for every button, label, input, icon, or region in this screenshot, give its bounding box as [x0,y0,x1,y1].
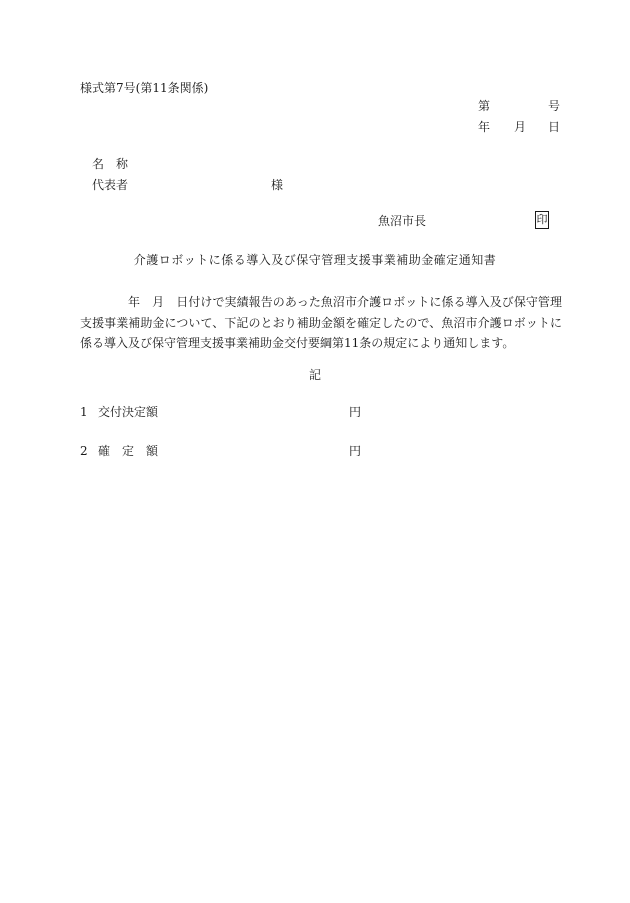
record-heading: 記 [308,368,321,382]
document-title: 介護ロボットに係る導入及び保守管理支援事業補助金確定通知書 [133,253,497,267]
document-number-suffix: 号 [548,99,561,113]
item-1-number: 1 [80,405,88,419]
seal-stamp: 印 [535,211,549,229]
addressee-name-label: 名称 [92,157,141,171]
form-number: 様式第7号(第11条関係) [80,81,209,95]
addressee-representative-label: 代表者 [92,178,129,192]
addressee-honorific: 様 [271,178,284,192]
date-day: 日 [548,120,561,134]
item-2-label: 確定額 [98,444,171,458]
document-number-prefix: 第 [478,99,491,113]
item-2-unit: 円 [349,444,362,458]
issuer-title: 魚沼市長 [378,214,427,228]
item-2-number: 2 [80,444,88,458]
notice-body-text: 年 月 日付けで実績報告のあった魚沼市介護ロボットに係る導入及び保守管理支援事業補助金について、下記のとおり補助金額を確定したので、魚沼市介護ロボットに係る導入及び保守管理支援事業補助金交付要綱第11条の規定により通知します。 [80,295,562,350]
item-1-label: 交付決定額 [98,405,159,419]
notice-body [80,292,562,354]
date-month: 月 [514,120,527,134]
date-year: 年 [478,120,491,134]
item-1-unit: 円 [349,405,362,419]
